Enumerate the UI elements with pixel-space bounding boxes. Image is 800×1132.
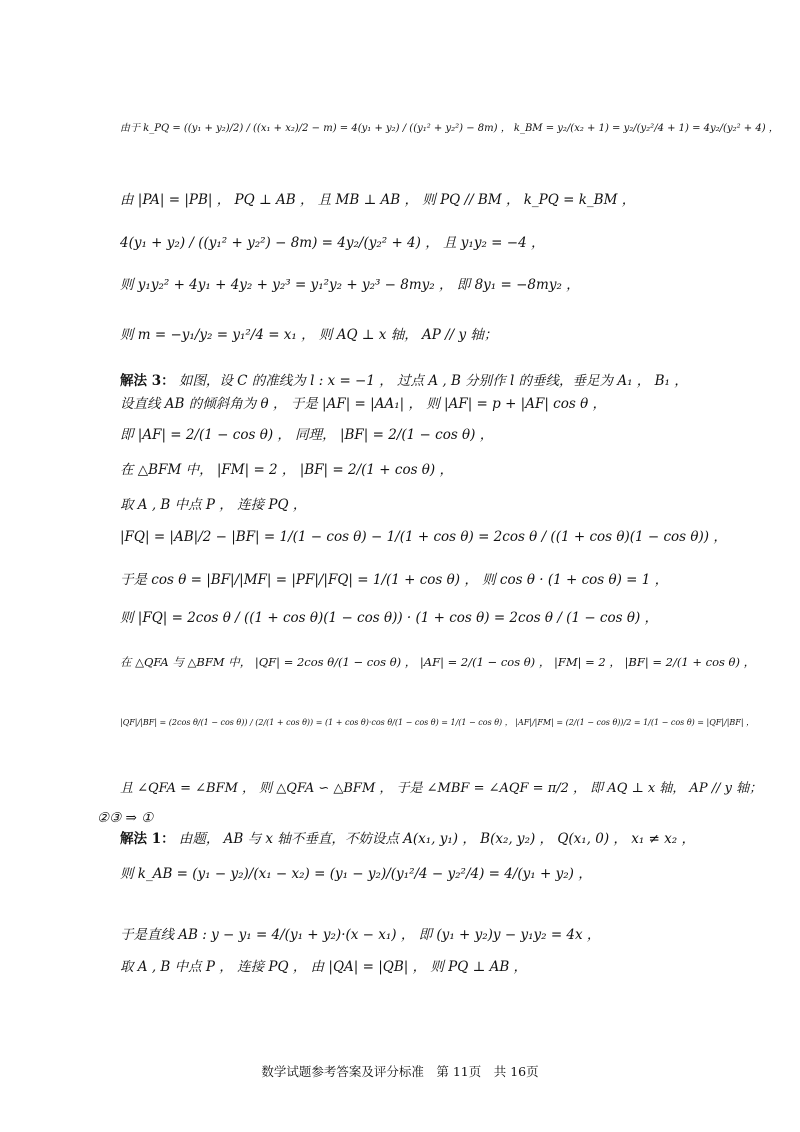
solution-label: 解法 1： bbox=[120, 831, 175, 847]
line-pq-perp-ab: 取 A , B 中点 P ， 连接 PQ ， 由 |QA| = |QB| ， 则 PQ ⊥ AB ， bbox=[120, 959, 528, 975]
line-slope-equation: 4(y₁ + y₂) / ((y₁² + y₂²) − 8m) = 4y₂/(y₂² + 4) ， 且 y₁y₂ = −4 ， bbox=[120, 235, 545, 251]
line-kpq-kbm: 由于 k_PQ = ((y₁ + y₂)/2) / ((x₁ + x₂)/2 − m) = 4(y₁ + y₂) / ((y₁² + y₂²) − 8m) ， k_BM = y₂/(x₂ + 1) = y₂/(y₂²/4 + 1) = 4y₂/(y₂² + 4) ， bbox=[120, 123, 779, 134]
line-fq: |FQ| = |AB|/2 − |BF| = 1/(1 − cos θ) − 1/(1 + cos θ) = 2cos θ / ((1 + cos θ)(1 − cos θ)) ， bbox=[120, 529, 727, 545]
line-pq-parallel-bm: 由 |PA| = |PB| ， PQ ⊥ AB ， 且 MB ⊥ AB ， 则 PQ // BM ， k_PQ = k_BM ， bbox=[120, 192, 636, 208]
line-ratio: |QF|/|BF| = (2cos θ/(1 − cos θ)) / (2/(1 + cos θ)) = (1 + cos θ)·cos θ/(1 − cos θ) = 1/(1 − cos θ) ， |AF|/|FM| = (2/(1 − cos θ))/2 = 1/(1 − cos θ) = |QF|/|BF| ， bbox=[120, 718, 755, 727]
line-expand: 则 y₁y₂² + 4y₁ + 4y₂ + y₂³ = y₁²y₂ + y₂³ − 8my₂ ， 即 8y₁ = −8my₂ ， bbox=[120, 277, 580, 293]
line-fq-result: 则 |FQ| = 2cos θ / ((1 + cos θ)(1 − cos θ)) · (1 + cos θ) = 2cos θ / (1 − cos θ) ， bbox=[120, 610, 659, 626]
solution-3-intro: 如图，设 C 的准线为 l : x = −1 ， 过点 A , B 分别作 l 的垂线，垂足为 A₁ ， B₁ ， bbox=[178, 373, 688, 389]
solution-3-heading bbox=[120, 375, 740, 389]
line-similar-conclusion: 且 ∠QFA = ∠BFM ， 则 △QFA ∽ △BFM ， 于是 ∠MBF = ∠AQF = π/2 ， 即 AQ ⊥ x 轴， AP // y 轴； bbox=[120, 781, 763, 796]
line-cos-theta: 于是 cos θ = |BF|/|MF| = |PF|/|FQ| = 1/(1 + cos θ) ， 则 cos θ · (1 + cos θ) = 1 ， bbox=[120, 572, 669, 588]
line-m-equals-x1: 则 m = −y₁/y₂ = y₁²/4 = x₁ ， 则 AQ ⊥ x 轴， AP // y 轴； bbox=[120, 327, 498, 343]
line-incline-angle: 设直线 AB 的倾斜角为 θ ， 于是 |AF| = |AA₁| ， 则 |AF| = p + |AF| cos θ ， bbox=[120, 396, 607, 412]
line-midpoint-p: 取 A , B 中点 P ， 连接 PQ ， bbox=[120, 497, 307, 513]
implication-heading: ②③ ⇒ ① bbox=[97, 810, 154, 826]
line-ab-equation: 于是直线 AB : y − y₁ = 4/(y₁ + y₂)·(x − x₁) ， 即 (y₁ + y₂)y − y₁y₂ = 4x ， bbox=[120, 927, 601, 943]
line-kab: 则 k_AB = (y₁ − y₂)/(x₁ − x₂) = (y₁ − y₂)/(y₁²/4 − y₂²/4) = 4/(y₁ + y₂) ， bbox=[120, 866, 592, 882]
page-footer: 数学试题参考答案及评分标准 第 11页 共 16页 bbox=[261, 1064, 539, 1079]
line-triangle-bfm: 在 △BFM 中， |FM| = 2 ， |BF| = 2/(1 + cos θ) ， bbox=[120, 462, 453, 478]
line-af-bf: 即 |AF| = 2/(1 − cos θ) ， 同理， |BF| = 2/(1 − cos θ) ， bbox=[120, 427, 494, 443]
solution-1-intro: 由题， AB 与 x 轴不垂直，不妨设点 A(x₁, y₁) ， B(x₂, y₂) ， Q(x₁, 0) ， x₁ ≠ x₂ ， bbox=[178, 831, 695, 847]
line-triangles-qfa-bfm: 在 △QFA 与 △BFM 中， |QF| = 2cos θ/(1 − cos θ) ， |AF| = 2/(1 − cos θ) ， |FM| = 2 ， |BF| = 2/(1 + cos θ) ， bbox=[120, 655, 756, 669]
solution-label: 解法 3： bbox=[120, 373, 175, 389]
solution-1-heading bbox=[120, 833, 740, 847]
